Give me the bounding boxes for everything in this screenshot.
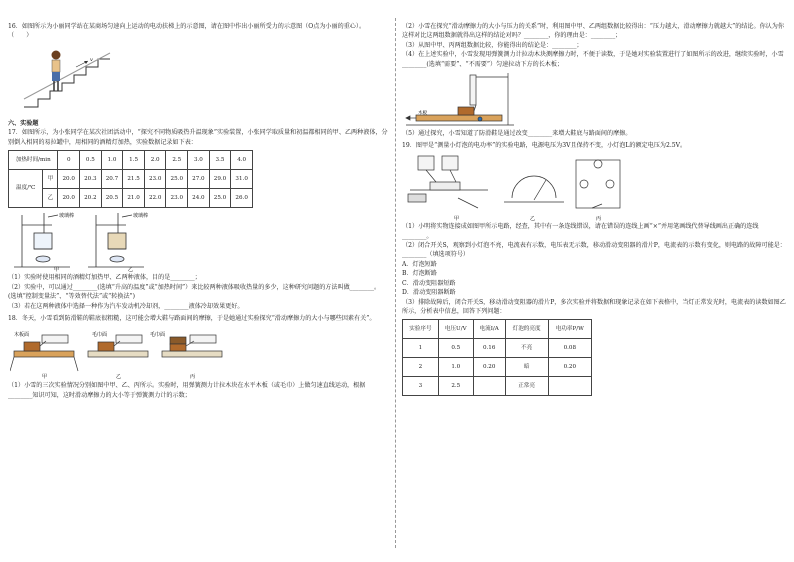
q19-table bbox=[402, 319, 592, 396]
fig-caption: 乙 bbox=[116, 374, 122, 381]
towel-surface-label: 毛巾面 bbox=[150, 332, 166, 339]
option-b: B．灯泡断路 bbox=[402, 270, 437, 278]
fig-caption: 乙 bbox=[530, 216, 536, 223]
q18-sub4: （4）在上述实验中，小雪发现用弹簧测力计拉动木块测摩擦力时，不便于读数，于是她对实验装置进行了如图所示的改进，继续实验时，小雪________(选填“需要”、“不需要”）匀速拉动下方的长木板； bbox=[402, 51, 784, 68]
fig-caption-jia: 甲 bbox=[54, 267, 60, 274]
cell: 23.0 bbox=[144, 170, 166, 189]
cell: 2.5 bbox=[438, 377, 473, 396]
cell: 不亮 bbox=[505, 339, 548, 358]
header-cell: 电流I/A bbox=[473, 320, 505, 339]
cell: 20.0 bbox=[58, 170, 80, 189]
q17-sub1: （1）实验时使用相同的酒精灯加热甲、乙两种液体，目的是________； bbox=[8, 274, 201, 282]
cell: 21.0 bbox=[123, 189, 145, 208]
cell: 1 bbox=[403, 339, 439, 358]
cell: 25.0 bbox=[166, 170, 188, 189]
option-d: D．滑动变阻器断路 bbox=[402, 289, 456, 297]
q17-text: 17．如图所示，为小张同学在某次社团活动中，“探究不同物质吸热升温现象”实验装置，小张同学取质量和初温都相同的甲、乙两种液体，分别倒入相同的易拉罐中，用相同的酒精灯加热，实验数据记录如下表： bbox=[8, 129, 388, 146]
temp-label: 温度/℃ bbox=[9, 170, 43, 208]
header-cell: 0 bbox=[58, 151, 80, 170]
heating-apparatus-illustration bbox=[8, 211, 158, 273]
row-name: 甲 bbox=[43, 170, 58, 189]
fig-label-a: 玻璃棒 bbox=[59, 213, 75, 220]
q18-sub5: （5）通过探究，小雪知道了防滑鞋是通过改变________来增大鞋底与路面间的摩擦。 bbox=[402, 130, 632, 138]
cell: 0.08 bbox=[548, 339, 591, 358]
fig-caption: 甲 bbox=[454, 216, 460, 223]
friction-illustration bbox=[10, 323, 230, 381]
table-row bbox=[403, 339, 592, 358]
q16-text: 16．如图所示为小丽同学站在某商场匀速向上运动的电动扶梯上的示意图，请在图中作出小丽所受力的示意图（O点为小丽的重心）。 bbox=[8, 23, 366, 30]
cell: 25.0 bbox=[209, 189, 231, 208]
header-cell: 2.0 bbox=[144, 151, 166, 170]
option-c: C．滑动变阻器短路 bbox=[402, 279, 456, 287]
cell: 2 bbox=[403, 358, 439, 377]
q18-sub3: （3）从图中甲、丙两组数据比较，你能得出的结论是：________； bbox=[402, 41, 583, 49]
header-cell: 1.0 bbox=[101, 151, 123, 170]
header-cell: 0.5 bbox=[80, 151, 102, 170]
right-column bbox=[402, 22, 786, 396]
cell bbox=[473, 377, 505, 396]
table-row bbox=[403, 358, 592, 377]
q19-sub1: （1）小明将实物连接成如图甲所示电路，经查，其中有一条连线错误，请在错误的连线上画“×”并用笔画线代替导线画出正确的连线________。 bbox=[402, 223, 759, 240]
column-divider bbox=[395, 18, 396, 548]
cell: 20.5 bbox=[101, 189, 123, 208]
header-cell: 4.0 bbox=[231, 151, 253, 170]
q18-sub2: （2）小雪在探究“滑动摩擦力的大小与压力的关系”时，利用图中甲、乙两组数据比较得出：“压力越大，滑动摩擦力就越大”的结论。你认为你这样对比这两组数据就得出这样的结论对吗？________，你的理由是：________； bbox=[402, 23, 784, 40]
cell: 24.0 bbox=[188, 189, 210, 208]
q16-paren: （ ） bbox=[8, 32, 33, 40]
cell: 23.0 bbox=[166, 189, 188, 208]
towel-surface-label: 毛巾面 bbox=[92, 332, 108, 339]
q19-sub2: （2）闭合开关S，观察到小灯泡不亮，电流表有示数，电压表无示数，移动滑动变阻器的滑片P，电流表的示数有变化，则电路的故障可能是：________（填选项符号） bbox=[402, 241, 786, 259]
table-row bbox=[9, 189, 253, 208]
cell: 1.0 bbox=[438, 358, 473, 377]
q18-text: 18．冬天，小雪看到防滑鞋的鞋底很粗糙，这可能会增大鞋与路面间的摩擦，于是她通过实验探究“滑动摩擦力的大小与哪些因素有关”。 bbox=[8, 314, 376, 322]
cell: 3 bbox=[403, 377, 439, 396]
cell: 27.0 bbox=[188, 170, 210, 189]
escalator-illustration bbox=[14, 41, 144, 111]
board-surface-label: 木板面 bbox=[14, 332, 30, 339]
left-column bbox=[8, 22, 388, 400]
cell: 20.7 bbox=[101, 170, 123, 189]
cell: 0.20 bbox=[548, 358, 591, 377]
section-6-heading: 六、实验题 bbox=[8, 119, 39, 127]
cell: 22.0 bbox=[144, 189, 166, 208]
cell: 0.16 bbox=[473, 339, 505, 358]
q17-sub3: （3）若在这两种液体中选择一种作为汽车发动机冷却剂，________液体冷却效果更好。 bbox=[8, 302, 244, 310]
cell: 暗 bbox=[505, 358, 548, 377]
table-row bbox=[403, 377, 592, 396]
row-name: 乙 bbox=[43, 189, 58, 208]
q17-sub2: （2）实验中，可以通过________(选填“升高的温度”或“加热时间”）来比较两种液体吸收热量的多少，这种研究问题的方法叫做________。(选填“控制变量法”、“等效替代法”或“转换法”) bbox=[8, 283, 381, 301]
circuit-illustration bbox=[406, 150, 626, 222]
q17-table bbox=[8, 150, 253, 208]
header-cell: 3.5 bbox=[209, 151, 231, 170]
q19-text: 19．图甲是“测量小灯泡的电功率”的实验电路，电源电压为3V且保持不变，小灯泡L的额定电压为2.5V。 bbox=[402, 141, 687, 149]
cell: 31.0 bbox=[231, 170, 253, 189]
escalator-figure bbox=[14, 41, 144, 111]
cell: 26.0 bbox=[231, 189, 253, 208]
cell: 20.3 bbox=[80, 170, 102, 189]
fig-label-b: 玻璃棒 bbox=[133, 213, 149, 220]
cell: 29.0 bbox=[209, 170, 231, 189]
board-label: 木板 bbox=[418, 111, 427, 117]
header-cell: 2.5 bbox=[166, 151, 188, 170]
improved-friction-illustration bbox=[404, 69, 524, 129]
table-row bbox=[9, 170, 253, 189]
improved-friction-figure bbox=[404, 69, 524, 129]
header-cell: 加热时间/min bbox=[9, 151, 58, 170]
fig-caption: 丙 bbox=[190, 374, 196, 381]
header-cell: 1.5 bbox=[123, 151, 145, 170]
q18-sub1: （1）小雪的三次实验情况分别如图中甲、乙、丙所示。实验时，用弹簧测力计拉木块在水平木板（或毛巾）上做匀速直线运动，根据________知识可知，这时滑动摩擦力的大小等于弹簧测力计的示数； bbox=[8, 382, 366, 399]
cell: 0.5 bbox=[438, 339, 473, 358]
header-cell: 电压U/V bbox=[438, 320, 473, 339]
q19-table-header bbox=[403, 320, 592, 339]
option-a: A．灯泡短路 bbox=[402, 260, 437, 268]
cell: 20.0 bbox=[58, 189, 80, 208]
header-cell: 实验序号 bbox=[403, 320, 439, 339]
q19-sub3: （3）排除故障后，闭合开关S，移动滑动变阻器的滑片P，多次实验并将数据和现象记录在如下表格中，当灯正常发光时，电流表的读数如图乙所示，分析表中信息，回答下列问题： bbox=[402, 298, 786, 315]
fig-caption: 甲 bbox=[42, 374, 48, 381]
heating-apparatus-figure bbox=[8, 211, 158, 273]
cell: 21.5 bbox=[123, 170, 145, 189]
header-cell: 灯泡的亮度 bbox=[505, 320, 548, 339]
header-cell: 电功率P/W bbox=[548, 320, 591, 339]
circuit-figure bbox=[406, 150, 626, 222]
cell: 20.2 bbox=[80, 189, 102, 208]
cell: 0.20 bbox=[473, 358, 505, 377]
cell: 正常亮 bbox=[505, 377, 548, 396]
fig-caption-yi: 乙 bbox=[128, 267, 134, 274]
friction-figure bbox=[10, 323, 230, 381]
fig-caption: 丙 bbox=[596, 216, 602, 223]
q17-table-header bbox=[9, 151, 253, 170]
header-cell: 3.0 bbox=[188, 151, 210, 170]
cell bbox=[548, 377, 591, 396]
svg-text:v: v bbox=[90, 56, 93, 63]
